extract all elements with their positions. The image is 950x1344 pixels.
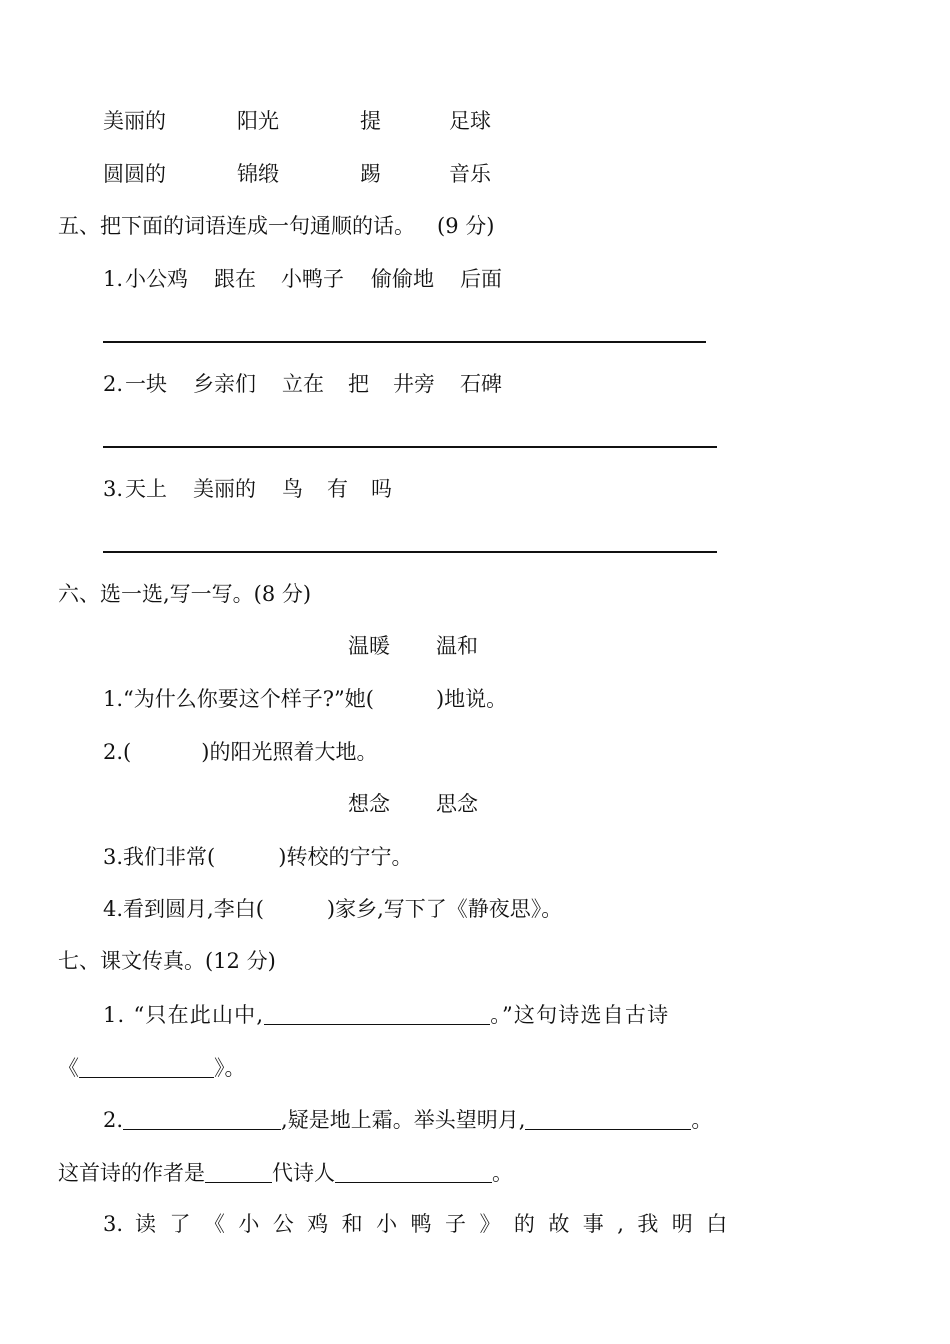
s5-item2-word: 乡亲们 [193, 372, 256, 396]
s7-question-2 [103, 1109, 712, 1131]
match-word-2-2: 锦缎 [237, 162, 279, 186]
s5-item1-word: 跟在 [214, 267, 256, 291]
s5-item1-word: 偷偷地 [371, 267, 434, 291]
s7-q2-line2c: 。 [492, 1161, 513, 1185]
answer-blank[interactable] [335, 1162, 492, 1183]
section-5-score: (9 分) [437, 214, 495, 238]
answer-blank[interactable] [123, 1109, 281, 1130]
answer-blank[interactable] [79, 1057, 214, 1078]
match-word-2-4: 音乐 [449, 162, 491, 186]
s6-q1-label: 1. [103, 687, 124, 711]
s6-q1-text-after: )地说。 [435, 687, 508, 711]
s5-item2-word: 石碑 [460, 372, 502, 396]
s6-q4-text-after: )家乡,写下了《静夜思》。 [326, 897, 563, 921]
answer-blank[interactable] [205, 1162, 272, 1183]
s6-q1-text-before: “为什么你要这个样子?”她( [123, 687, 374, 711]
s6-q2-text-after: )的阳光照着大地。 [201, 740, 378, 764]
s7-q1-open: 《 [58, 1056, 79, 1080]
s7-question-3 [103, 1214, 741, 1235]
s5-item1-word: 后面 [460, 267, 502, 291]
match-word-1-4: 足球 [449, 109, 491, 133]
s7-q2-label: 2. [103, 1108, 124, 1132]
word-choice-option: 温和 [436, 634, 478, 658]
s5-item3-label: 3. [103, 477, 124, 501]
answer-line[interactable] [103, 551, 717, 553]
s7-q1-close: 》。 [214, 1056, 246, 1080]
answer-blank[interactable] [264, 1004, 490, 1025]
s5-item3-word: 有 [327, 477, 348, 501]
s7-q2-part1: ,疑是地上霜。举头望明月, [281, 1108, 526, 1132]
s6-q4-label: 4. [103, 897, 124, 921]
s7-question-1 [103, 1004, 669, 1026]
s6-q3-label: 3. [103, 845, 124, 869]
word-choice-option: 思念 [436, 792, 478, 816]
s5-item3-word: 鸟 [282, 477, 303, 501]
s6-q3-text-after: )转校的宁宁。 [278, 845, 413, 869]
s6-q2-text-before: ( [123, 740, 132, 764]
s7-q1-part1: “只在此山中, [133, 1003, 265, 1027]
match-word-1-3: 提 [360, 109, 381, 133]
s5-item3-word: 吗 [371, 477, 392, 501]
section-7-title: 七、课文传真。(12 分) [58, 949, 276, 973]
answer-blank[interactable] [525, 1109, 691, 1130]
match-word-1-2: 阳光 [237, 109, 279, 133]
s5-item2-label: 2. [103, 372, 124, 396]
s6-question-3 [103, 847, 412, 868]
s5-item2-word: 立在 [282, 372, 324, 396]
s6-question-4 [103, 899, 562, 920]
s5-item2-word: 把 [348, 372, 369, 396]
s5-item2-word: 井旁 [393, 372, 435, 396]
s7-question-1-cont [58, 1057, 246, 1079]
s7-q3-label: 3. [103, 1212, 124, 1236]
s5-item1-word: 小鸭子 [281, 267, 344, 291]
word-choice-option: 温暖 [348, 634, 390, 658]
s6-question-2 [103, 742, 377, 763]
s7-q3-text: 读了《小公鸡和小鸭子》的故事,我明白 [135, 1212, 741, 1236]
word-choice-option: 想念 [348, 792, 390, 816]
section-6-title: 六、选一选,写一写。(8 分) [58, 582, 312, 606]
s7-q1-label: 1. [103, 1003, 126, 1027]
s7-question-2-cont [58, 1162, 513, 1184]
s5-item1-label: 1. [103, 267, 124, 291]
s5-item3-word: 美丽的 [193, 477, 256, 501]
s6-q2-label: 2. [103, 740, 124, 764]
s6-q4-text-before: 看到圆月,李白( [123, 897, 264, 921]
s6-question-1 [103, 689, 507, 710]
s7-q2-line2b: 代诗人 [272, 1161, 335, 1185]
s7-q1-part2: 。”这句诗选自古诗 [490, 1003, 670, 1027]
section-5-heading [58, 216, 494, 237]
s5-item2-word: 一块 [125, 372, 167, 396]
match-word-2-3: 踢 [360, 162, 381, 186]
s5-item3-word: 天上 [125, 477, 167, 501]
answer-line[interactable] [103, 341, 706, 343]
match-word-1-1: 美丽的 [103, 109, 166, 133]
match-word-2-1: 圆圆的 [103, 162, 166, 186]
s5-item1-word: 小公鸡 [125, 267, 188, 291]
s6-q3-text-before: 我们非常( [123, 845, 216, 869]
s7-q2-part2: 。 [691, 1108, 713, 1132]
section-5-title: 五、把下面的词语连成一句通顺的话。 [58, 214, 415, 238]
s7-q2-line2a: 这首诗的作者是 [58, 1161, 205, 1185]
answer-line[interactable] [103, 446, 717, 448]
